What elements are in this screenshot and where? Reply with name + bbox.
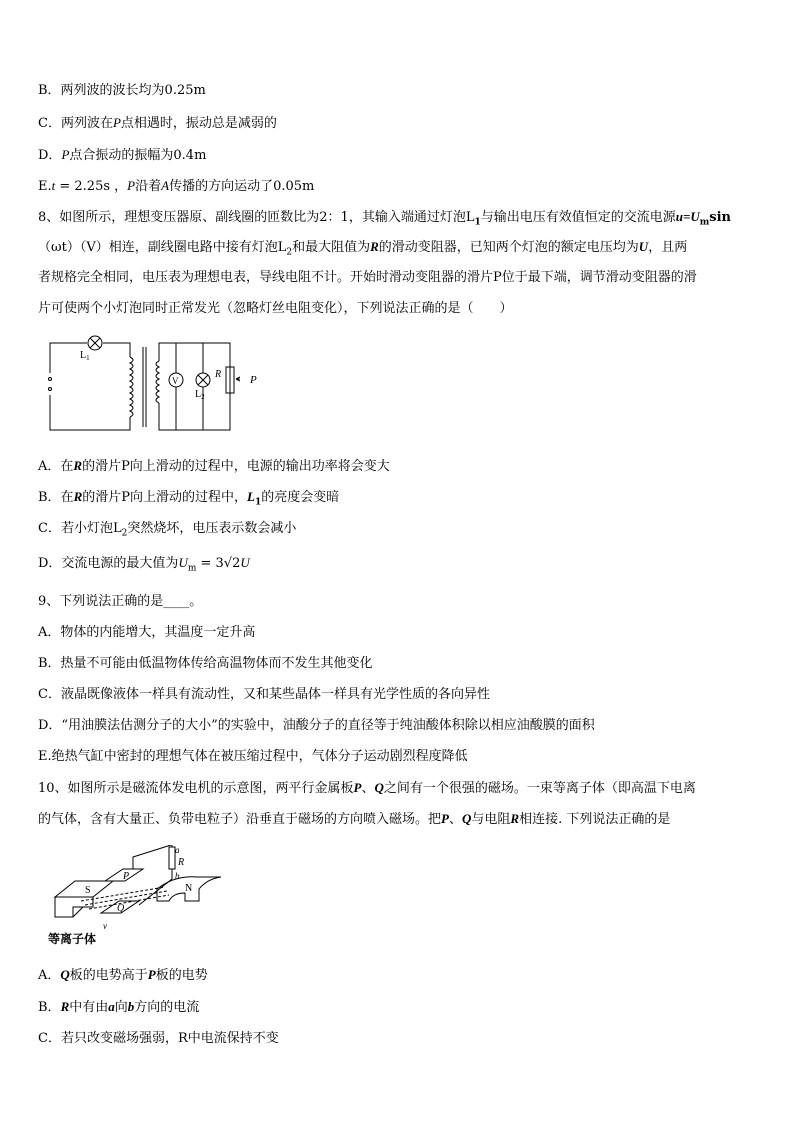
- q10-fig-label-a: a: [175, 845, 180, 855]
- q8-option-a: A．在R的滑片P向上滑动的过程中，电源的输出功率将会变大: [38, 458, 390, 474]
- q8-fig-label-p: P: [250, 374, 257, 386]
- q10-option-c: C．若只改变磁场强弱，R中电流保持不变: [38, 1031, 279, 1046]
- q8-transformer-circuit-figure: [40, 335, 240, 440]
- q10-stem-line1: 10、如图所示是磁流体发电机的示意图，两平行金属板P、Q之间有一个很强的磁场。一束等离子体（即高温下电离: [38, 780, 696, 796]
- q8-fig-label-l1: $L_1$: [80, 350, 90, 362]
- q9-option-b: B．热量不可能由低温物体传给高温物体而不发生其他变化: [38, 656, 373, 671]
- q9-option-e: E.绝热气缸中密封的理想气体在被压缩过程中，气体分子运动剧烈程度降低: [38, 749, 468, 764]
- q10-fig-label-s: S: [85, 885, 91, 896]
- q9-option-c: C．液晶既像液体一样具有流动性，又和某些晶体一样具有光学性质的各向异性: [38, 687, 490, 702]
- q10-option-a: A．Q板的电势高于P板的电势: [38, 967, 208, 983]
- q10-fig-label-n: N: [185, 883, 193, 894]
- q8-stem-line3: 者规格完全相同，电压表为理想电表，导线电阻不计。开始时滑动变阻器的滑片P位于最下端，调节滑动变阻器的滑: [38, 270, 697, 285]
- q8-option-b: B．在R的滑片P向上滑动的过程中，$L_1$的亮度会变暗: [38, 489, 340, 508]
- q10-fig-label-p: P: [123, 871, 130, 882]
- q9-stem: 9、下列说法正确的是____。: [38, 594, 203, 609]
- q7-option-b: B．两列波的波长均为0.25m: [38, 83, 206, 98]
- q8-fig-label-v: V: [172, 376, 179, 386]
- q10-fig-label-v: v: [103, 921, 107, 931]
- q8-stem-line2: （ωt）（V）相连，副线圈电路中接有灯泡$L_2$和最大阻值为R的滑动变阻器，已知两个灯泡的额定电压均为U，且两: [38, 239, 688, 258]
- q7-option-d: D．P点合振动的振幅为0.4m: [38, 147, 207, 163]
- q10-fig-label-plasma: 等离子体: [48, 932, 97, 946]
- q7-option-e: E.t = 2.25s ，P沿着A传播的方向运动了0.05m: [38, 178, 315, 194]
- q8-option-d: D．交流电源的最大值为$U_m = 3√2U$: [38, 555, 250, 574]
- q9-option-a: A．物体的内能增大，其温度一定升高: [38, 625, 256, 640]
- q8-stem-line4: 片可使两个小灯泡同时正常发光（忽略灯丝电阻变化），下列说法正确的是（ ）: [38, 301, 513, 316]
- q8-fig-label-l2: $L_2$: [195, 389, 205, 401]
- q10-stem-line2: 的气体，含有大量正、负带电粒子）沿垂直于磁场的方向喷入磁场。把P、Q与电阻R相连接. 下列说法正确的是: [38, 811, 671, 827]
- q10-fig-label-q: Q: [117, 903, 125, 914]
- q8-stem-line1: 8、如图所示，理想变压器原、副线圈的匝数比为2：1，其输入端通过灯泡$L_1$与输出电压有效值恒定的交流电源$u=U_m\sin$: [38, 209, 732, 228]
- q10-fig-label-r: R: [178, 857, 185, 868]
- q10-fig-label-b: b: [175, 871, 180, 881]
- q7-option-c: C．两列波在P点相遇时，振动总是减弱的: [38, 115, 277, 131]
- q9-option-d: D．“用油膜法估测分子的大小”的实验中，油酸分子的直径等于纯油酸体积除以相应油酸膜的面积: [38, 718, 595, 733]
- q8-fig-label-r: R: [215, 369, 222, 380]
- q10-option-b: B．R中有由a向b方向的电流: [38, 999, 200, 1015]
- q8-option-c: C．若小灯泡$L_2$突然烧坏，电压表示数会减小: [38, 521, 297, 539]
